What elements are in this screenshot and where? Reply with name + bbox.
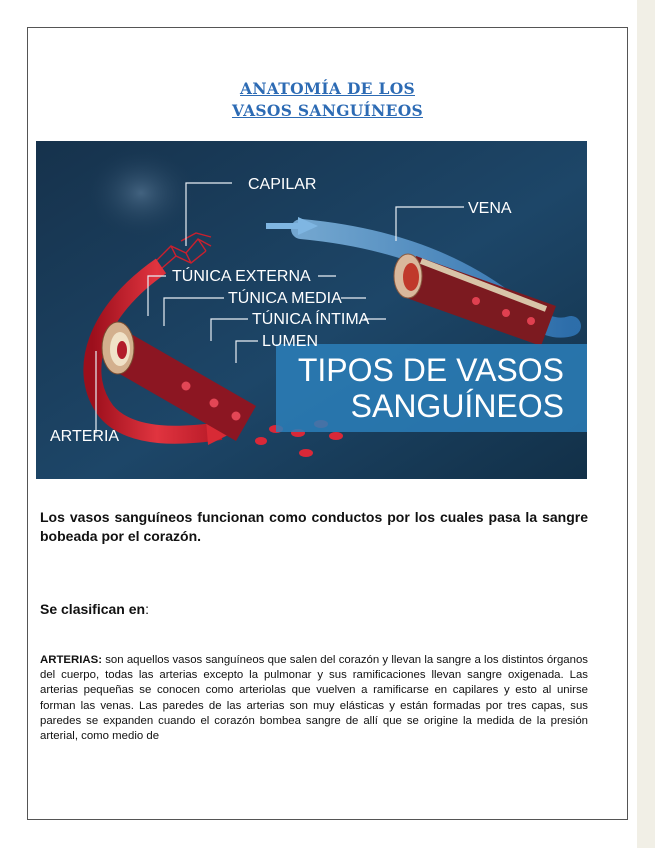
- label-tunica-externa: TÚNICA EXTERNA: [172, 268, 311, 285]
- banner-line-1: TIPOS DE VASOS: [297, 352, 564, 388]
- banner-line-2: SANGUÍNEOS: [350, 388, 564, 424]
- label-capilar: CAPILAR: [248, 176, 317, 193]
- label-lumen: LUMEN: [262, 333, 319, 350]
- label-arteria: ARTERIA: [50, 428, 120, 445]
- classification-label: Se clasifican en: [40, 601, 146, 617]
- arterias-paragraph: [40, 653, 588, 744]
- intro-paragraph: Los vasos sanguíneos funcionan como conductos por los cuales pasa la sangre bobeada por el corazón.: [40, 509, 588, 544]
- title-line-1: ANATOMÍA DE LOS: [240, 79, 415, 98]
- label-tunica-media: TÚNICA MEDIA: [228, 290, 342, 307]
- label-vena: VENA: [468, 200, 512, 217]
- classification-colon: :: [145, 601, 149, 617]
- document-title: [0, 78, 655, 122]
- heart-silhouette: [86, 148, 196, 238]
- title-line-2: VASOS SANGUÍNEOS: [231, 101, 423, 120]
- arterias-description: son aquellos vasos sanguíneos que salen del corazón y llevan la sangre a los distintos órganos del cuerpo, todas las arterias excepto la pulmonar y sus ramificaciones llevan sangre oxigenada. Las arterias pequeñas se conocen como arteriolas que vuelven a ramificarse en capilares y esto al unirse forman las venas. Las paredes de las arterias son muy elásticas y están formadas por tres capas, sus paredes se expanden cuando el corazón bombea sangre de allí que se origine la medida de la presión arterial, como medio de: [40, 654, 588, 743]
- arterias-term: ARTERIAS:: [40, 654, 103, 666]
- label-tunica-intima: TÚNICA ÍNTIMA: [252, 311, 370, 328]
- classification-heading: [40, 600, 149, 619]
- blood-vessels-figure: [36, 141, 587, 479]
